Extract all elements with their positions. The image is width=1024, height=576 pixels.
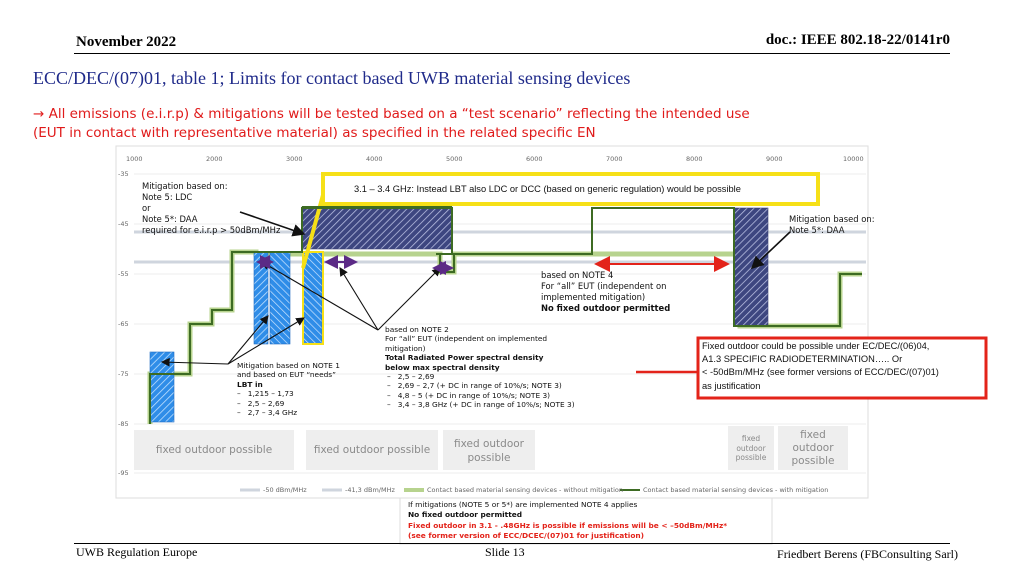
outdoor-label-line: possible [791, 455, 835, 467]
y-tick--55: -55 [118, 270, 129, 278]
annotation-line-bold: below max spectral density [385, 362, 500, 372]
bottom-note-red-2: (see former version of ECC/DCEC/(07)01 for justification) [408, 531, 645, 541]
outdoor-label-left: fixed outdoor possible [155, 444, 273, 456]
annotation-line: implemented mitigation) [541, 292, 646, 302]
slide-title: ECC/DEC/(07)01, table 1; Limits for contact based UWB material sensing devices [33, 68, 631, 88]
yellow-callout-text: 3.1 – 3.4 GHz: Instead LBT also LDC or DCC (based on generic regulation) would be possible [354, 184, 741, 194]
annotation-item-text: 1,215 – 1,73 [247, 389, 294, 399]
y-tick--45: -45 [118, 220, 129, 228]
legend-label-with: Contact based material sensing devices - with mitigation [643, 486, 829, 494]
annotation-line: Note 5*: DAA [142, 214, 198, 224]
outdoor-label-line: fixed outdoor [454, 438, 524, 450]
outdoor-label-line: possible [467, 452, 511, 464]
outdoor-label-line: outdoor [736, 443, 766, 453]
annotation-mitigation-left [142, 181, 280, 236]
bottom-note-red-1: Fixed outdoor in 3.1 - .48GHz is possible if emissions will be < –50dBm/MHz* [408, 520, 728, 530]
outdoor-label-line: fixed [741, 434, 761, 443]
bottom-note-line: If mitigations (NOTE 5 or 5*) are implemented NOTE 4 applies [408, 500, 638, 509]
annotation-line: based on NOTE 4 [541, 270, 614, 280]
annotation-item-text: 4,8 – 5 (+ DC in range of 10%/s; NOTE 3) [397, 390, 551, 400]
bottom-note [408, 500, 727, 542]
annotation-line: Note 5*: DAA [789, 225, 845, 235]
legend-label-50: -50 dBm/MHz [263, 486, 307, 494]
annotation-line: mitigation) [385, 343, 426, 353]
x-tick-6000: 6000 [526, 155, 543, 163]
annotation-line: based on NOTE 2 [385, 325, 449, 334]
footer-divider [74, 543, 950, 544]
x-tick-8000: 8000 [686, 155, 703, 163]
annotation-line-bold: Total Radiated Power spectral density [385, 353, 544, 363]
annotation-item: – 3,4 – 3,8 GHz (+ DC in range of 10%/s; NOTE 3) [387, 400, 575, 410]
hatch-block-3 [270, 252, 290, 344]
annotation-line: Mitigation based on NOTE 1 [237, 361, 340, 370]
header-doc-id: doc.: IEEE 802.18-22/0141r0 [765, 32, 950, 48]
legend-label-41: -41,3 dBm/MHz [345, 486, 395, 494]
footer-slide-number: Slide 13 [485, 545, 525, 559]
red-callout-text [702, 340, 939, 393]
outdoor-label-small [728, 434, 774, 463]
annotation-line: or [142, 203, 151, 213]
x-tick-1000: 1000 [126, 155, 143, 163]
y-tick--35: -35 [118, 170, 129, 178]
outdoor-label-line: outdoor [792, 442, 834, 454]
header-date: November 2022 [76, 34, 177, 50]
annotation-line: Mitigation based on: [789, 214, 875, 224]
annotation-line: and based on EUT “needs” [237, 370, 336, 380]
x-tick-5000: 5000 [446, 155, 463, 163]
y-tick--85: -85 [118, 420, 129, 428]
annotation-line: Mitigation based on: [142, 181, 228, 191]
annotation-note4 [541, 270, 670, 314]
annotation-item-text: 2,5 – 2,69 [247, 398, 285, 408]
outdoor-label-line: possible [735, 453, 767, 462]
outdoor-label-right [778, 429, 848, 468]
annotation-line: required for e.i.r.p > 50dBm/MHz [142, 225, 281, 235]
annotation-line: Note 5: LDC [142, 192, 193, 202]
x-tick-3000: 3000 [286, 155, 303, 163]
annotation-line: as justification [702, 380, 761, 391]
annotation-note1 [237, 361, 340, 417]
annotation-item-text: 3,4 – 3,8 GHz (+ DC in range of 10%/s; NOTE 3) [397, 400, 575, 410]
annotation-mitigation-right [789, 214, 875, 236]
annotation-item: – 1,215 – 1,73 [237, 389, 294, 399]
x-tick-9000: 9000 [766, 155, 783, 163]
annotation-item: – 2,5 – 2,69 [387, 372, 435, 382]
x-tick-2000: 2000 [206, 155, 223, 163]
annotation-item: – 2,69 – 2,7 (+ DC in range of 10%/s; NOTE 3) [387, 381, 562, 391]
annotation-line: For “all” EUT (independent on [541, 281, 667, 291]
x-tick-7000: 7000 [606, 155, 623, 163]
x-tick-4000: 4000 [366, 155, 383, 163]
series-with-mitigation-top-bar [302, 206, 452, 209]
hatch-block-6 [734, 208, 768, 326]
annotation-line: For “all” EUT (independent on implemented [385, 334, 548, 344]
annotation-line: A1.3 SPECIFIC RADIODETERMINATION….. Or [702, 354, 903, 365]
outdoor-label-center [443, 437, 535, 465]
annotation-line: Fixed outdoor could be possible under EC/DEC/(06)04, [702, 341, 930, 351]
annotation-item-text: 2,5 – 2,69 [397, 372, 435, 382]
subtitle-line-1: → All emissions (e.i.r.p) & mitigations will be tested based on a “test scenario” reflecting the intended use [33, 106, 750, 122]
annotation-item-text: 2,69 – 2,7 (+ DC in range of 10%/s; NOTE 3) [397, 381, 562, 391]
y-tick--75: -75 [118, 370, 129, 378]
hatch-block-5 [303, 252, 322, 344]
footer-left: UWB Regulation Europe [76, 545, 198, 559]
subtitle-line-2: (EUT in contact with representative material) as specified in the related specific EN [33, 125, 596, 141]
hatch-block-4 [302, 207, 452, 249]
annotation-item: – 2,7 – 3,4 GHz [237, 408, 298, 418]
annotation-item-text: 2,7 – 3,4 GHz [247, 408, 298, 418]
y-tick--65: -65 [118, 320, 129, 328]
bottom-note-bold: No fixed outdoor permitted [408, 510, 523, 520]
y-tick--95: -95 [118, 469, 129, 477]
annotation-item: – 4,8 – 5 (+ DC in range of 10%/s; NOTE 3) [387, 390, 551, 400]
outdoor-label-line: fixed [800, 429, 826, 441]
outdoor-label-mid: fixed outdoor possible [313, 444, 431, 456]
annotation-line-bold: LBT in [237, 379, 263, 389]
legend-label-without: Contact based material sensing devices - without mitigation [427, 486, 624, 494]
x-tick-10000: 10000 [843, 155, 864, 163]
annotation-line-bold: No fixed outdoor permitted [541, 303, 671, 313]
annotation-item: – 2,5 – 2,69 [237, 398, 285, 408]
annotation-line: < -50dBm/MHz (see former versions of ECC/DEC/(07)01) [702, 367, 939, 378]
footer-author: Friedbert Berens (FBConsulting Sarl) [777, 547, 958, 561]
annotation-note2 [385, 325, 575, 410]
